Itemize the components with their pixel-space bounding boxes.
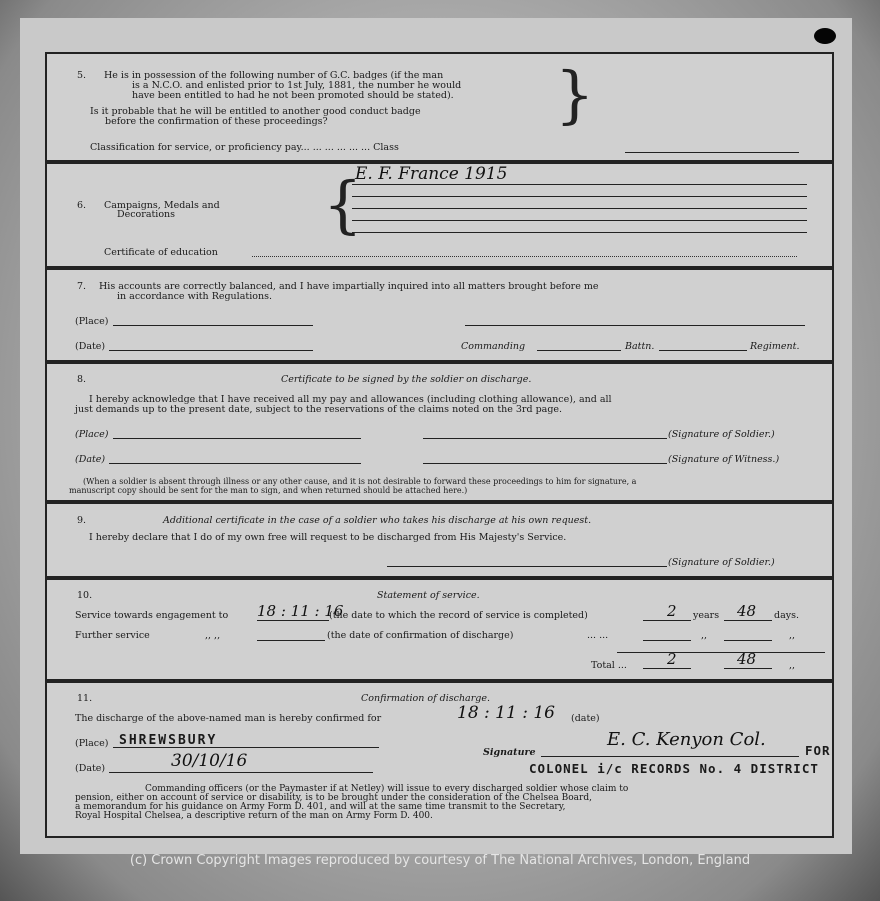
further-note: (the date of confirmation of discharge)	[327, 630, 514, 641]
witness-signature-label: (Signature of Witness.)	[668, 454, 780, 465]
text-line: Decorations	[117, 209, 176, 220]
text-line: have been entitled to had he not been promoted should be stated).	[132, 90, 454, 101]
ditto-marks: ,, ,,	[205, 630, 221, 641]
section-number: 7.	[77, 281, 87, 292]
section-number: 11.	[77, 693, 93, 704]
soldier-signature-line	[423, 438, 667, 439]
campaign-line	[352, 184, 807, 185]
ditto-mark: ,,	[789, 630, 796, 641]
class-line	[625, 152, 799, 153]
total-label: Total ...	[591, 660, 627, 671]
service-note: (the date to which the record of service is completed)	[329, 610, 588, 621]
note-line: (When a soldier is absent through illness or any other cause, and it is not desirable to forward these proceedings to him for signature, a	[83, 477, 637, 486]
date-label: (Date)	[75, 454, 106, 465]
ditto-mark: ,,	[701, 630, 708, 641]
days-line	[724, 620, 772, 621]
text-line: just demands up to the present date, subject to the reservations of the claims noted on the 3rd page.	[75, 404, 563, 415]
witness-signature-line	[423, 463, 667, 464]
days-label: days.	[774, 610, 800, 621]
section-7	[45, 268, 834, 362]
text-line: I hereby declare that I do of my own free will request to be discharged from His Majesty's Service.	[89, 532, 567, 543]
section-number: 8.	[77, 374, 87, 385]
date-line	[109, 350, 313, 351]
campaign-line	[352, 196, 807, 197]
campaign-line	[352, 208, 807, 209]
date-label: (Date)	[75, 341, 106, 352]
years-line	[643, 620, 691, 621]
section-heading: Certificate to be signed by the soldier on discharge.	[281, 374, 532, 385]
discharge-date-handwriting: 30/10/16	[171, 751, 248, 771]
section-number: 6.	[77, 200, 87, 211]
text-line: Campaigns, Medals and	[104, 200, 220, 211]
place-line	[113, 438, 361, 439]
instruction-line: Commanding officers (or the Paymaster if at Netley) will issue to every discharged soldier whose claim to	[145, 784, 629, 794]
days-handwriting: 48	[737, 602, 757, 620]
service-date-line	[257, 620, 329, 621]
classification-line: Classification for service, or proficiency pay... ... ... ... ... ... Class	[90, 142, 399, 153]
text-line: is a N.C.O. and enlisted prior to 1st July, 1881, the number he would	[132, 80, 462, 91]
further-service-label: Further service	[75, 630, 150, 641]
total-years-line	[643, 668, 691, 669]
text-line: I hereby acknowledge that I have received all my pay and allowances (including clothing allowance), and all	[89, 394, 612, 405]
text-line: Is it probable that he will be entitled to another good conduct badge	[90, 106, 421, 117]
section-heading: Confirmation of discharge.	[361, 693, 490, 704]
section-number: 10.	[77, 590, 93, 601]
total-rule	[617, 652, 825, 653]
section-number: 9.	[77, 515, 87, 526]
ditto-mark: ,,	[789, 660, 796, 671]
date-label: (Date)	[75, 763, 106, 774]
further-days-line	[724, 640, 772, 641]
dots: ... ...	[587, 630, 609, 641]
place-label: (Place)	[75, 429, 109, 440]
place-label: (Place)	[75, 316, 109, 327]
for-stamp: FOR	[805, 743, 831, 758]
campaign-line	[352, 232, 807, 233]
service-label: Service towards engagement to	[75, 610, 229, 621]
soldier-signature-line	[387, 566, 667, 567]
years-label: years	[693, 610, 720, 621]
copyright-footer: (c) Crown Copyright Images reproduced by courtesy of The National Archives, London, England	[129, 853, 751, 868]
text-line: in accordance with Regulations.	[117, 291, 272, 302]
further-date-line	[257, 640, 325, 641]
commanding-label: Commanding	[461, 341, 526, 352]
section-heading: Additional certificate in the case of a soldier who takes his discharge at his own request.	[163, 515, 592, 526]
section-9	[45, 502, 834, 578]
section-5	[45, 52, 834, 162]
section-6	[45, 162, 834, 268]
note-line: manuscript copy should be sent for the man to sign, and when returned should be attached here.)	[69, 486, 468, 495]
brace: }	[555, 58, 595, 131]
soldier-signature-label: (Signature of Soldier.)	[668, 557, 775, 568]
brace: {	[323, 168, 363, 241]
place-label: (Place)	[75, 738, 109, 749]
section-11	[45, 681, 834, 838]
education-line	[252, 256, 797, 257]
signature-line	[541, 756, 799, 757]
regiment-label: Regiment.	[750, 341, 800, 352]
instruction-line: pension, either on account of service or disability, is to be brought under the consideration of the Chelsea Board,	[75, 793, 592, 803]
section-10	[45, 578, 834, 681]
further-years-line	[643, 640, 691, 641]
date-word: (date)	[571, 713, 600, 724]
confirmation-label: The discharge of the above-named man is hereby confirmed for	[75, 713, 382, 724]
section-heading: Statement of service.	[377, 590, 480, 601]
place-stamp: SHREWSBURY	[119, 733, 218, 748]
battn-line	[659, 350, 747, 351]
signature-line	[465, 325, 805, 326]
punch-hole	[814, 28, 836, 44]
confirmation-date-handwriting: 18 : 11 : 16	[457, 703, 555, 723]
battn-label: Battn.	[625, 341, 655, 352]
place-line	[113, 747, 379, 748]
service-date-handwriting: 18 : 11 : 16	[257, 602, 344, 620]
instruction-line: Royal Hospital Chelsea, a descriptive return of the man on Army Form D. 400.	[75, 811, 433, 821]
text-line: before the confirmation of these proceedings?	[105, 116, 328, 127]
soldier-signature-label: (Signature of Soldier.)	[668, 429, 775, 440]
text-line: He is in possession of the following number of G.C. badges (if the man	[104, 70, 444, 81]
date-line	[109, 463, 361, 464]
years-handwriting: 2	[667, 602, 677, 620]
section-number: 5.	[77, 70, 87, 81]
date-line	[109, 772, 373, 773]
education-label: Certificate of education	[104, 247, 218, 258]
campaign-line	[352, 220, 807, 221]
instruction-line: a memorandum for his guidance on Army Form D. 401, and will at the same time transmit to the Secretary,	[75, 802, 566, 812]
signature-label: Signature	[483, 747, 536, 758]
records-stamp: COLONEL i/c RECORDS No. 4 DISTRICT	[529, 761, 819, 776]
officer-signature-handwriting: E. C. Kenyon Col.	[607, 729, 766, 750]
total-days-handwriting: 48	[737, 650, 757, 668]
campaign-handwriting: E. F. France 1915	[355, 164, 508, 184]
section-8	[45, 362, 834, 502]
total-days-line	[724, 668, 772, 669]
total-years-handwriting: 2	[667, 650, 677, 668]
commanding-line	[537, 350, 621, 351]
place-line	[113, 325, 313, 326]
text-line: His accounts are correctly balanced, and I have impartially inquired into all matters brought before me	[99, 281, 599, 292]
